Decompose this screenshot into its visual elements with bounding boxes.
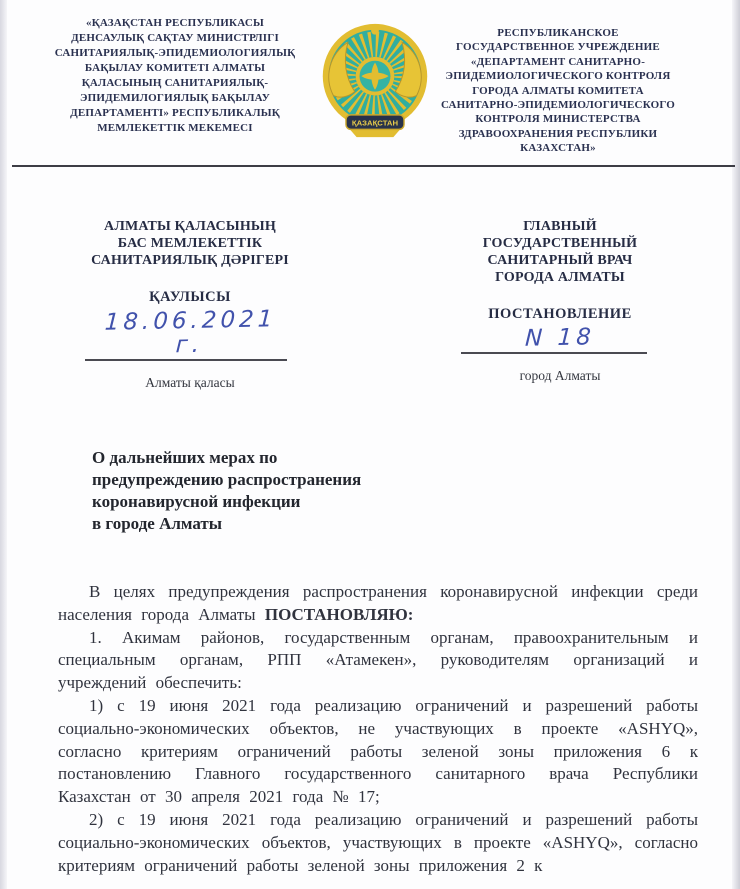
body-resolve-keyword: ПОСТАНОВЛЯЮ: [264, 604, 414, 624]
document-title-line: предупреждению распространения [92, 470, 362, 489]
document-title [92, 447, 442, 535]
kazakhstan-coat-of-arms-icon [318, 22, 432, 140]
scan-edge-right [732, 0, 740, 889]
org-line: САНИТАРНО-ЭПИДЕМИОЛОГИЧЕСКОГО [440, 99, 676, 112]
org-line: ДЕПАРТАМЕНТІ» РЕСПУБЛИКАЛЫҚ [70, 107, 280, 119]
org-line: ЭПИДЕМИЛОГИЯЛЫҚ БАҚЫЛАУ [79, 92, 271, 104]
org-line: ЭПИДЕМИОЛОГИЧЕСКОГО КОНТРОЛЯ [445, 70, 671, 83]
emblem-finial [371, 27, 379, 35]
handwritten-date: 18.06.2021 г. [104, 306, 278, 359]
issuer-title-line: ГЛАВНЫЙ ГОСУДАРСТВЕННЫЙ [482, 219, 638, 251]
doc-type-kazakh: ҚАУЛЫСЫ [149, 289, 231, 305]
org-line: «ДЕПАРТАМЕНТ САНИТАРНО- [470, 55, 646, 68]
issuer-title-line: САНИТАРНЫЙ ВРАЧ [487, 253, 633, 268]
body-intro-text: В целях предупреждения распространения коронавирусной инфекции среди населения города Алматы [58, 582, 698, 624]
emblem-banner-text: ҚАЗАҚСТАН [351, 118, 399, 128]
date-underline [85, 359, 287, 361]
org-line: ГОСУДАРСТВЕННОЕ УЧРЕЖДЕНИЕ [456, 41, 660, 54]
document-body [58, 581, 698, 877]
body-paragraph-intro [58, 581, 698, 627]
issuer-title-russian [455, 218, 665, 286]
body-subitem-1: 1) с 19 июня 2021 года реализацию ограничений и разрешений работы социально-экономических объектов, не участвующих в проекте «ASHYQ», согласно критериям ограничений работы зеленой зоны приложения 6 к постановлению Главного государственного санитарного врача Республики Казахстан от 30 апреля 2021 года № 17; [58, 695, 698, 807]
issuer-block-kazakh [85, 218, 295, 391]
handwritten-number: N 18 [524, 324, 596, 352]
issuer-title-line: БАС МЕМЛЕКЕТТІК [117, 236, 263, 251]
issuer-title-line: АЛМАТЫ ҚАЛАСЫНЫҢ [104, 219, 276, 234]
org-line: БАҚЫЛАУ КОМИТЕТІ АЛМАТЫ [84, 62, 266, 74]
scan-edge-left [0, 0, 7, 889]
place-kazakh: Алматы қаласы [145, 375, 235, 390]
org-line: ДЕНСАУЛЫҚ САҚТАУ МИНИСТРЛІГІ [71, 32, 279, 44]
emblem-base [350, 129, 400, 137]
issuer-title-kazakh [85, 218, 295, 269]
org-line: ГОРОДА АЛМАТЫ КОМИТЕТА [472, 84, 644, 97]
document-title-line: в городе Алматы [92, 514, 223, 533]
org-line: КОНТРОЛЯ МИНИСТЕРСТВА [475, 113, 641, 126]
org-line: РЕСПУБЛИКАНСКОЕ [497, 27, 619, 39]
document-title-line: коронавирусной инфекции [92, 492, 301, 511]
issuer-title-line: ГОРОДА АЛМАТЫ [495, 270, 625, 285]
header-divider-line [12, 165, 735, 167]
number-underline [461, 352, 647, 354]
issuer-block-russian [455, 218, 665, 384]
place-russian: город Алматы [519, 368, 601, 383]
org-line: МЕМЛЕКЕТТІК МЕКЕМЕСІ [97, 122, 253, 134]
org-line: ҚАЛАСЫНЫҢ САНИТАРИЯЛЫҚ- [81, 77, 269, 89]
doc-type-russian: ПОСТАНОВЛЕНИЕ [488, 306, 632, 322]
issuer-title-line: САНИТАРИЯЛЫҚ ДӘРІГЕРІ [91, 253, 289, 268]
org-line: САНИТАРИЯЛЫҚ-ЭПИДЕМИОЛОГИЯЛЫҚ [54, 47, 296, 59]
document-title-line: О дальнейших мерах по [92, 448, 278, 467]
org-name-russian [438, 26, 678, 156]
org-line: КАЗАХСТАН» [520, 142, 596, 155]
body-paragraph-item-1: 1. Акимам районов, государственным органам, правоохранительным и специальным органам, РПП «Атамекен», руководителям организаций и учреждений обеспечить: [58, 627, 698, 693]
body-subitem-2: 2) с 19 июня 2021 года реализацию ограничений и разрешений работы социально-экономических объектов, участвующих в проекте «ASHYQ», согласно критериям ограничений работы зеленой зоны приложения 2 к [58, 809, 698, 875]
org-name-kazakh [38, 16, 312, 136]
org-line: ЗДРАВООХРАНЕНИЯ РЕСПУБЛИКИ [458, 127, 658, 140]
org-line: «ҚАЗАҚСТАН РЕСПУБЛИКАСЫ [86, 17, 264, 29]
